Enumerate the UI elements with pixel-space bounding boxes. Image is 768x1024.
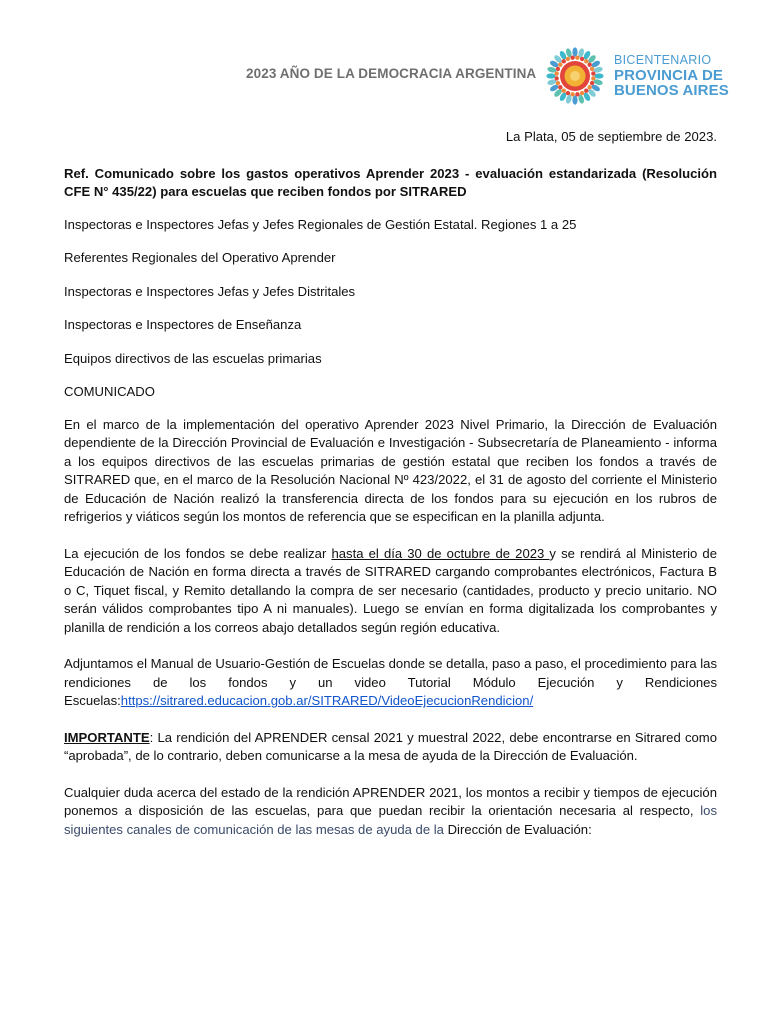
logo-dot (558, 63, 562, 67)
logo-dot (590, 67, 594, 71)
logo-dot (584, 59, 588, 63)
reference-line: Ref. Comunicado sobre los gastos operativos Aprender 2023 - evaluación estandarizada (Resolución CFE N° 435/22) para escuelas que reciben fondos por SITRARED (64, 165, 717, 199)
logo-dot (566, 57, 570, 61)
tutorial-video-link[interactable]: https://sitrared.educacion.gob.ar/SITRARED/VideoEjecucionRendicion/ (120, 693, 534, 708)
logo-dot (570, 55, 574, 59)
paragraph-manual (64, 655, 717, 711)
important-label: IMPORTANTE (64, 729, 150, 745)
letter-date: La Plata, 05 de septiembre de 2023. (505, 129, 717, 144)
logo-dot (587, 85, 591, 89)
logo-dot (575, 55, 579, 59)
paragraph-important (64, 729, 717, 766)
brand-line-buenos-aires: BUENOS AIRES (614, 82, 729, 99)
logo-dot (584, 88, 588, 92)
logo-dot (554, 71, 558, 75)
logo-dot (587, 63, 591, 67)
logo-petal (572, 95, 577, 104)
logo-dot (591, 71, 595, 75)
logo-dot (558, 85, 562, 89)
comunicado-label: COMUNICADO (64, 384, 155, 399)
logo-petal (594, 73, 603, 78)
logo-dot (580, 57, 584, 61)
deadline-intro: La ejecución de los fondos se debe realizar (64, 545, 332, 561)
addressee-teaching-inspectors: Inspectoras e Inspectores de Enseñanza (64, 317, 302, 332)
logo-dot (556, 81, 560, 85)
logo-petal (572, 47, 577, 56)
logo-dot (580, 91, 584, 95)
logo-dot (562, 88, 566, 92)
logo-dot (566, 91, 570, 95)
sun-rosette-logo-icon (543, 44, 607, 108)
letter-body (64, 128, 717, 839)
important-text: : La rendición del APRENDER censal 2021 y muestral 2022, debe encontrarse en Sitrared como “aprobada”, de lo contrario, deben comunicarse a la mesa de ayuda de la Dirección de Evaluación. (64, 729, 717, 763)
paragraph-help-channels (64, 784, 717, 840)
deadline-date: hasta el día 30 de octubre de 2023 (331, 545, 550, 561)
paragraph-implementation: En el marco de la implementación del operativo Aprender 2023 Nivel Primario, la Dirección de Evaluación dependiente de la Dirección Provincial de Evaluación e Investigación - Subsecretaría de Planeamiento - informa a los equipos directivos de las escuelas primarias de gestión estatal que reciben los fondos a través de SITRARED que, en el marco de la Resolución Nacional Nº 423/2022, el 31 de agosto del corriente el Ministerio de Educación de Nación realizó la transferencia directa de los fondos para su ejecución en los rubros de refrigerios y viáticos según los montos de referencia que se especifican en la planilla adjunta. (64, 416, 717, 524)
addressee-school-directors: Equipos directivos de las escuelas primarias (64, 350, 322, 366)
manual-prefix: Escuelas: (64, 693, 121, 708)
brand-line-bicentenario: BICENTENARIO (614, 53, 712, 67)
logo-dot (590, 81, 594, 85)
manual-text: Adjuntamos el Manual de Usuario-Gestión de Escuelas donde se detalla, paso a paso, el procedimiento para las rendiciones de los fondos y un video Tutorial Módulo Ejecución y Rendiciones (64, 656, 717, 690)
help-text: Cualquier duda acerca del estado de la rendición APRENDER 2021, los montos a recibir y tiempos de ejecución ponemos a disposición de las escuelas, para que puedan recibir la orientación necesaria al respecto, (64, 784, 717, 818)
help-text-channels: los siguientes canales de comunicación de las mesas de ayuda de la (64, 803, 717, 837)
deadline-details: y se rendirá al Ministerio de Educación de Nación en forma directa a través de SITRARED cargando comprobantes electrónicos, Factura B o C, Tiquet fiscal, y Remito detallando la compra de ser necesario (cantidades, producto y precio unitario. NO serán válidos comprobantes tipo A ni manuales). Luego se envían en forma digitalizada los comprobantes y planilla de rendición a los correos abajo detallados según región educativa. (64, 545, 717, 635)
brand-line-provincia: PROVINCIA DE (614, 67, 723, 84)
paragraph-execution-deadline (64, 545, 717, 638)
logo-dot (575, 92, 579, 96)
help-text-end: Dirección de Evaluación: (447, 821, 592, 837)
brand-wordmark (614, 53, 729, 98)
logo-dot (556, 67, 560, 71)
year-banner: 2023 AÑO DE LA DEMOCRACIA ARGENTINA (246, 66, 537, 81)
logo-dot (591, 76, 595, 80)
logo-dot (562, 59, 566, 63)
logo-dot (554, 76, 558, 80)
addressee-regional-referents: Referentes Regionales del Operativo Aprender (64, 250, 336, 265)
addressee-regional-inspectors: Inspectoras e Inspectores Jefas y Jefes Regionales de Gestión Estatal. Regiones 1 a 25 (64, 216, 577, 232)
addressee-district-inspectors: Inspectoras e Inspectores Jefas y Jefes Distritales (64, 283, 356, 299)
logo-petal (546, 73, 555, 78)
letterhead (0, 0, 768, 120)
logo-dot (570, 92, 574, 96)
